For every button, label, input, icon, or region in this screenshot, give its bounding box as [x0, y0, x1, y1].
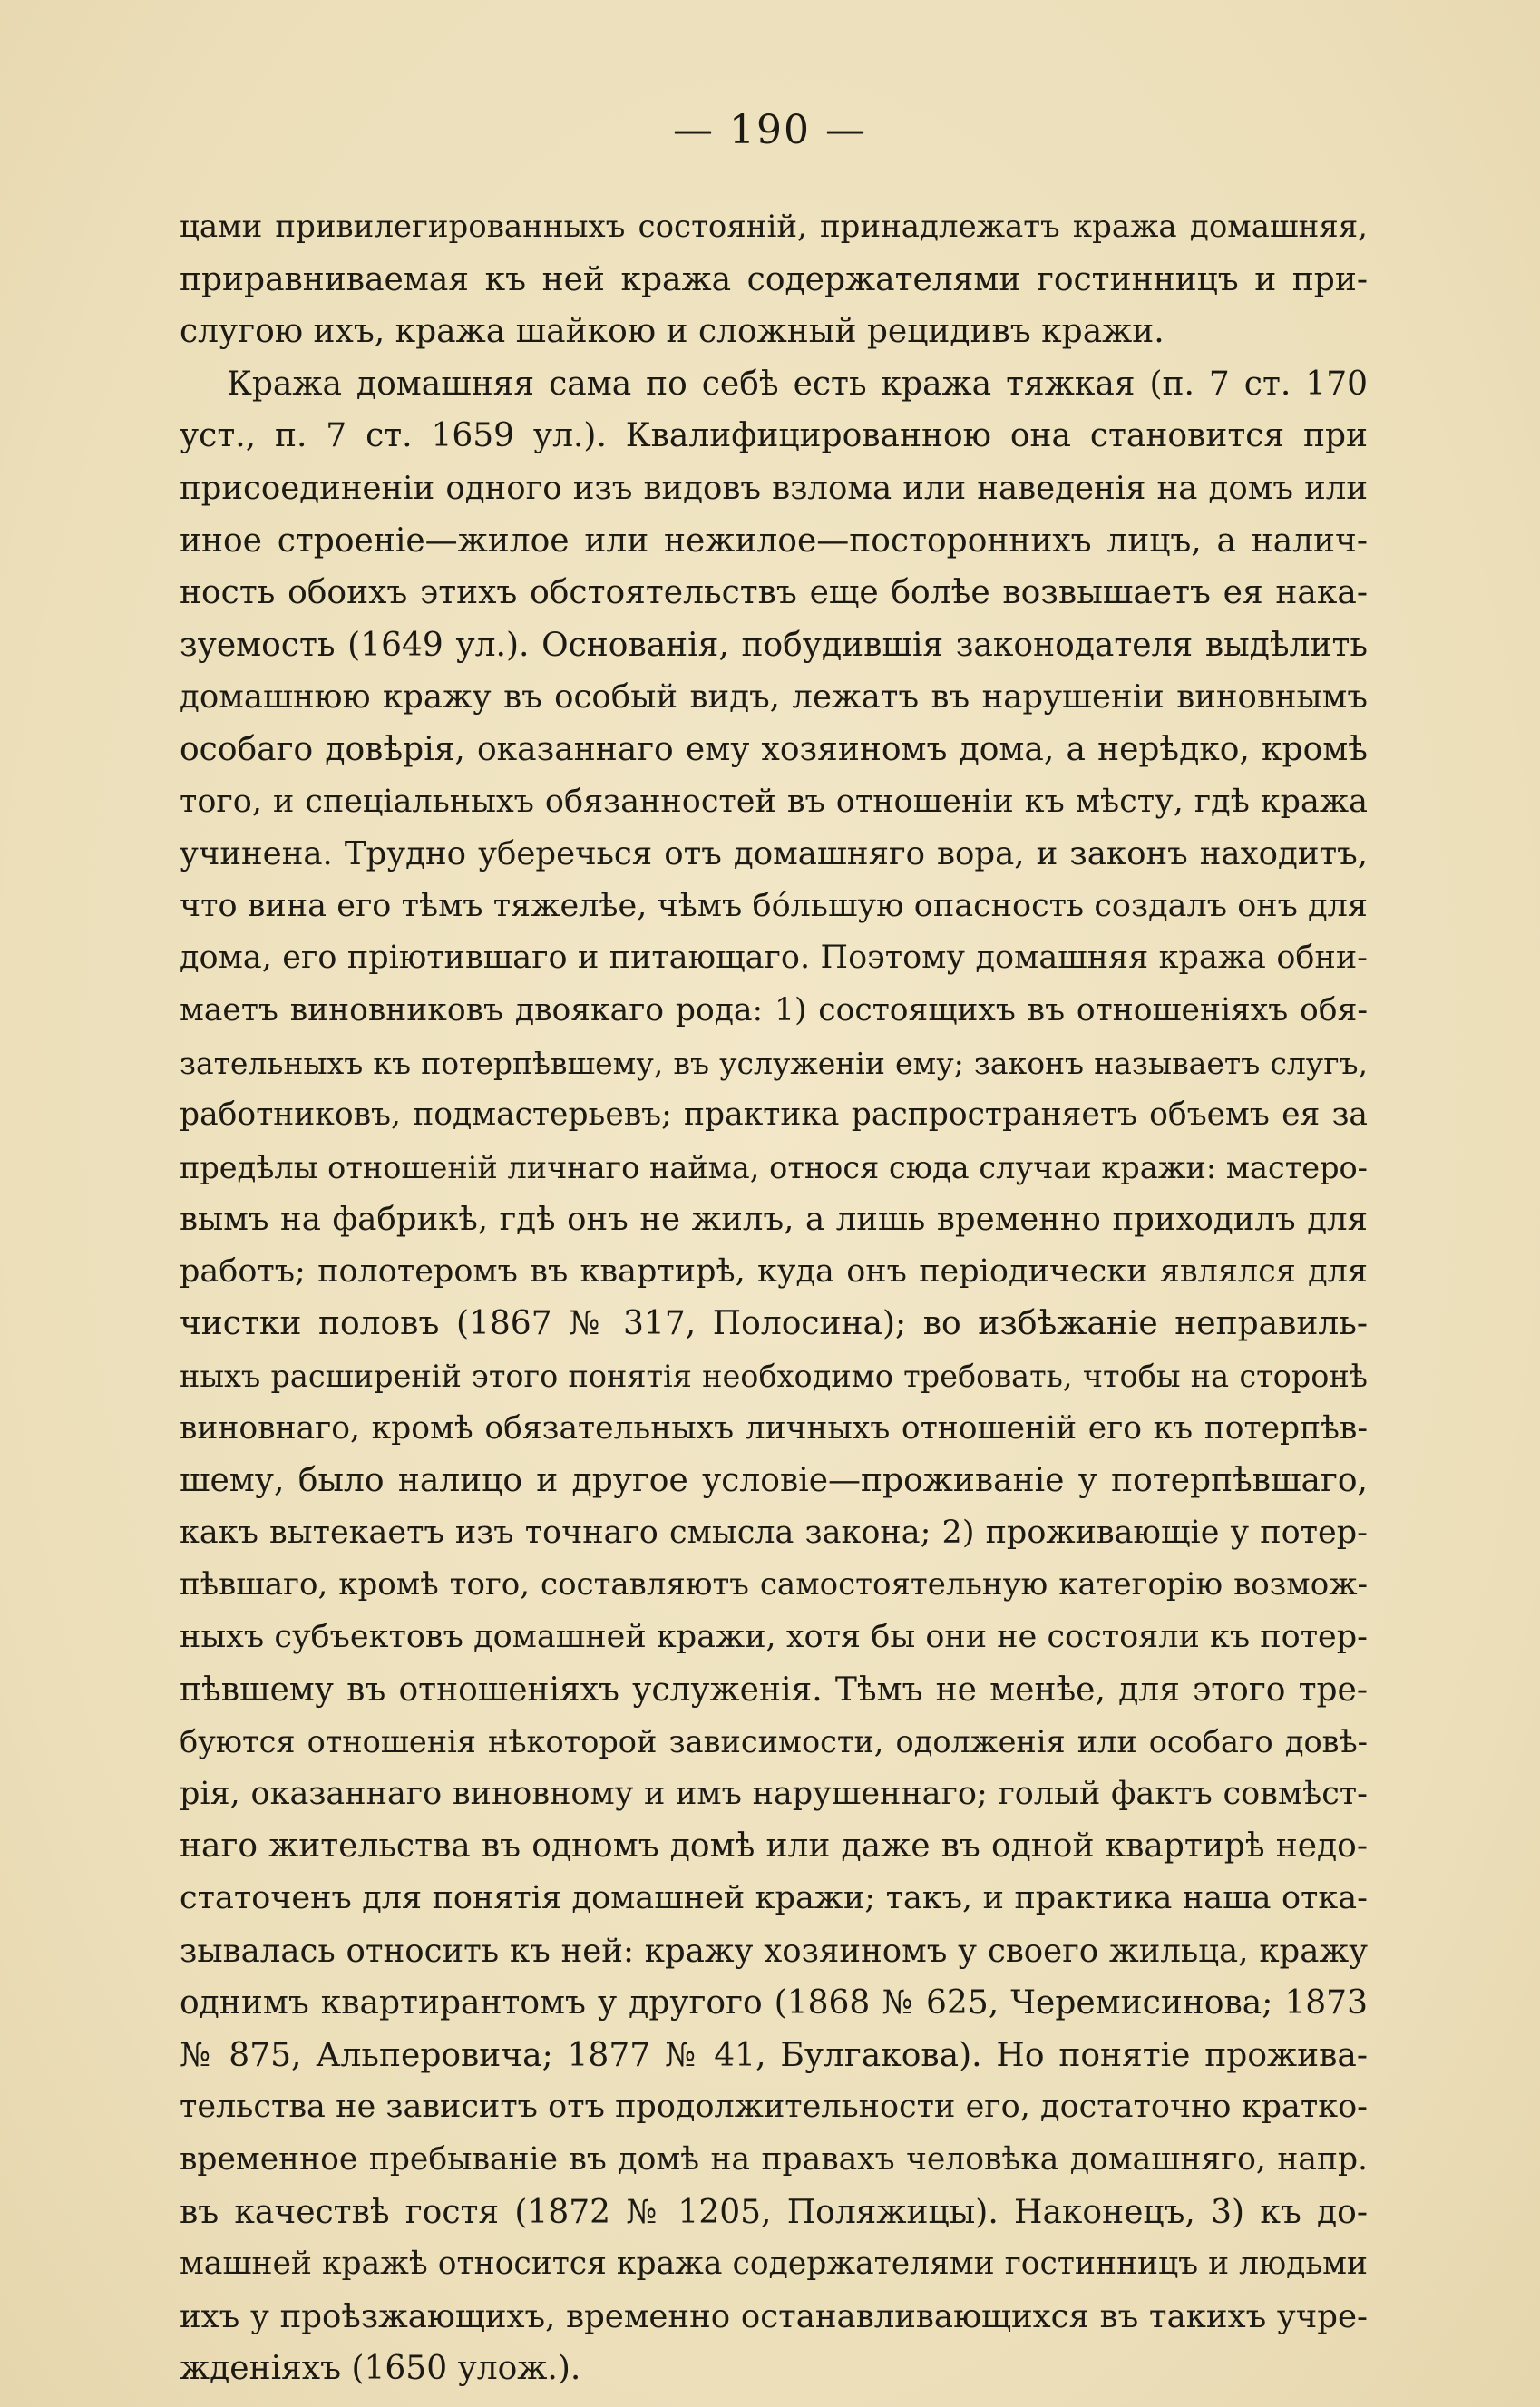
text-line: жденіяхъ (1650 улож.).	[180, 2350, 581, 2388]
text-line: ихъ у проѣзжающихъ, временно останавливающихся въ такихъ учре-	[180, 2297, 1368, 2335]
text-line: временное пребываніе въ домѣ на правахъ человѣка домашняго, напр.	[180, 2140, 1368, 2178]
text-line: присоединеніи одного изъ видовъ взлома или наведенія на домъ или	[180, 469, 1368, 507]
text-line: иное строеніе—жилое или нежилое—постороннихъ лицъ, а налич-	[180, 521, 1368, 560]
text-line: однимъ квартирантомъ у другого (1868 № 625, Черемисинова; 1873	[180, 1984, 1368, 2022]
text-line: дома, его пріютившаго и питающаго. Поэтому домашняя кража обни-	[180, 940, 1368, 977]
text-line: цами привилегированныхъ состояній, принадлежатъ кража домашняя,	[180, 209, 1368, 245]
text-line: работъ; полотеромъ въ квартирѣ, куда онъ періодически являлся для	[180, 1252, 1368, 1290]
text-line: ность обоихъ этихъ обстоятельствъ еще болѣе возвышаетъ ея нака-	[180, 574, 1368, 612]
text-line: домашнюю кражу въ особый видъ, лежатъ въ нарушеніи виновнымъ	[180, 678, 1368, 716]
text-line: Кража домашняя сама по себѣ есть кража тяжкая (п. 7 ст. 170	[227, 365, 1368, 403]
text-line: ныхъ расширеній этого понятія необходимо требовать, чтобы на сторонѣ	[180, 1359, 1368, 1395]
text-line: зуемость (1649 ул.). Основанія, побудившія законодателя выдѣлить	[180, 626, 1368, 664]
text-line: пѣвшаго, кромѣ того, составляютъ самостоятельную категорію возмож-	[180, 1566, 1368, 1603]
text-line: ныхъ субъектовъ домашней кражи, хотя бы они не состояли къ потер-	[180, 1619, 1368, 1656]
text-line: какъ вытекаетъ изъ точнаго смысла закона; 2) проживающіе у потер-	[180, 1514, 1368, 1551]
text-line: буются отношенія нѣкоторой зависимости, одолженія или особаго довѣ-	[180, 1724, 1368, 1760]
text-line: тельства не зависитъ отъ продолжительности его, достаточно кратко-	[180, 2089, 1368, 2126]
text-line: маетъ виновниковъ двоякаго рода: 1) состоящихъ въ отношеніяхъ обя-	[180, 991, 1368, 1028]
text-line: пѣвшему въ отношеніяхъ услуженія. Тѣмъ не менѣе, для этого тре-	[180, 1671, 1368, 1709]
text-line: наго жительства въ одномъ домѣ или даже въ одной квартирѣ недо-	[180, 1827, 1368, 1866]
text-line: шему, было налицо и другое условіе—проживаніе у потерпѣвшаго,	[180, 1462, 1368, 1500]
text-line: работниковъ, подмастерьевъ; практика распространяетъ объемъ ея за	[180, 1096, 1368, 1134]
text-line: особаго довѣрія, оказаннаго ему хозяиномъ дома, а нерѣдко, кромѣ	[180, 730, 1368, 768]
text-line: статоченъ для понятія домашней кражи; такъ, и практика наша отка-	[180, 1880, 1368, 1916]
text-line: уст., п. 7 ст. 1659 ул.). Квалифицированною она становится при	[180, 417, 1368, 455]
text-line: зательныхъ къ потерпѣвшему, въ услуженіи ему; законъ называетъ слугъ,	[180, 1045, 1368, 1081]
text-line: учинена. Трудно уберечься отъ домашняго вора, и законъ находитъ,	[180, 835, 1368, 873]
text-line: того, и спеціальныхъ обязанностей въ отношеніи къ мѣсту, гдѣ кража	[180, 783, 1368, 820]
text-line: въ качествѣ гостя (1872 № 1205, Поляжицы). Наконецъ, 3) къ до-	[180, 2193, 1368, 2231]
text-line: чистки половъ (1867 № 317, Полосина); во избѣжаніе неправиль-	[180, 1305, 1368, 1343]
text-line: виновнаго, кромѣ обязательныхъ личныхъ отношеній его къ потерпѣв-	[180, 1409, 1368, 1447]
text-line: предѣлы отношеній личнаго найма, относя сюда случаи кражи: мастеро-	[180, 1149, 1368, 1185]
text-line: вымъ на фабрикѣ, гдѣ онъ не жилъ, а лишь временно приходилъ для	[180, 1201, 1368, 1239]
text-line: что вина его тѣмъ тяжелѣе, чѣмъ бо́льшую опасность создалъ онъ для	[180, 887, 1368, 924]
text-line: приравниваемая къ ней кража содержателями гостинницъ и при-	[180, 260, 1368, 298]
text-line: № 875, Альперовича; 1877 № 41, Булгакова). Но понятіе прожива-	[180, 2036, 1368, 2074]
text-line: слугою ихъ, кража шайкою и сложный рецидивъ кражи.	[180, 313, 1165, 351]
text-line: машней кражѣ относится кража содержателями гостинницъ и людьми	[180, 2246, 1368, 2283]
text-line: зывалась относить къ ней: кражу хозяиномъ у своего жильца, кражу	[180, 1932, 1368, 1970]
page-number: — 190 —	[673, 107, 867, 153]
body-text	[180, 201, 1368, 2395]
text-line: рія, оказаннаго виновному и имъ нарушеннаго; голый фактъ совмѣст-	[180, 1775, 1368, 1812]
